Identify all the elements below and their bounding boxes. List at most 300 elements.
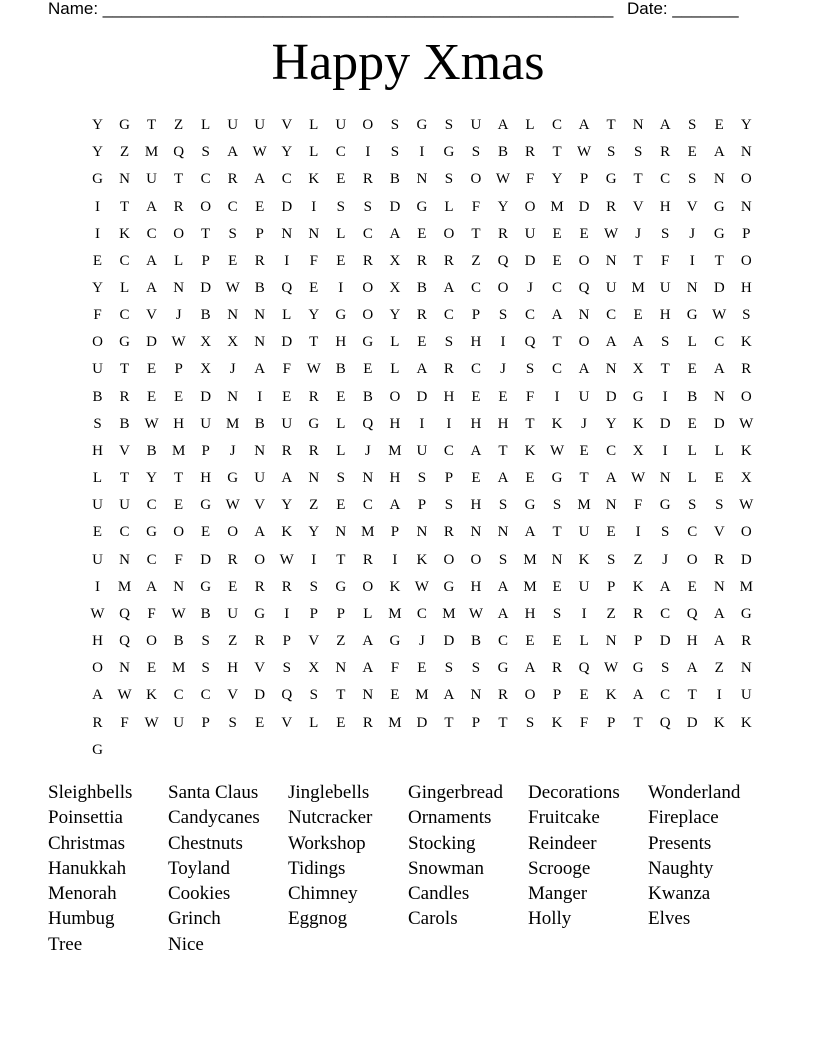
grid-cell[interactable]: T (336, 687, 346, 704)
grid-cell[interactable]: J (364, 442, 371, 459)
grid-cell[interactable]: E (417, 225, 427, 242)
grid-cell[interactable]: P (336, 605, 345, 622)
grid-cell[interactable]: N (605, 497, 617, 514)
grid-cell[interactable]: U (578, 578, 590, 595)
grid-cell[interactable]: R (308, 442, 319, 459)
grid-cell[interactable]: D (443, 633, 455, 650)
grid-cell[interactable]: V (227, 687, 239, 704)
grid-cell[interactable]: A (605, 470, 617, 487)
grid-cell[interactable]: J (662, 551, 669, 568)
grid-cell[interactable]: X (389, 280, 401, 297)
grid-cell[interactable]: S (444, 334, 454, 351)
grid-cell[interactable]: S (471, 660, 481, 677)
grid-cell[interactable]: A (659, 117, 671, 134)
grid-cell[interactable]: T (309, 334, 319, 351)
grid-cell[interactable]: T (687, 687, 697, 704)
grid-cell[interactable]: W (117, 687, 132, 704)
grid-cell[interactable]: H (497, 415, 509, 432)
grid-cell[interactable]: G (443, 578, 455, 595)
grid-cell[interactable]: G (632, 660, 644, 677)
grid-cell[interactable]: C (362, 225, 373, 242)
grid-cell[interactable]: S (688, 497, 697, 514)
grid-cell[interactable]: A (254, 524, 266, 541)
grid-cell[interactable]: U (416, 442, 428, 459)
grid-cell[interactable]: X (632, 361, 644, 378)
grid-cell[interactable]: K (416, 551, 428, 568)
grid-cell[interactable]: Q (524, 334, 536, 351)
grid-cell[interactable]: O (686, 551, 698, 568)
grid-cell[interactable]: G (713, 225, 725, 242)
grid-cell[interactable]: L (687, 334, 697, 351)
grid-cell[interactable]: T (336, 551, 346, 568)
grid-cell[interactable]: X (308, 660, 320, 677)
grid-cell[interactable]: O (146, 633, 157, 650)
grid-cell[interactable]: Z (606, 605, 616, 622)
grid-cell[interactable]: O (578, 334, 590, 351)
grid-cell[interactable]: H (443, 388, 455, 405)
grid-cell[interactable]: B (200, 307, 211, 324)
grid-cell[interactable]: V (713, 524, 725, 541)
name-field[interactable]: Name: ______________________________________________________ (48, 0, 614, 18)
grid-cell[interactable]: E (714, 117, 724, 134)
grid-cell[interactable]: C (660, 605, 671, 622)
grid-cell[interactable]: G (605, 171, 617, 188)
grid-cell[interactable]: S (336, 470, 345, 487)
grid-cell[interactable]: T (174, 470, 184, 487)
grid-cell[interactable]: E (92, 252, 103, 269)
grid-cell[interactable]: T (633, 171, 643, 188)
grid-cell[interactable]: H (740, 280, 752, 297)
grid-cell[interactable]: G (200, 578, 212, 595)
grid-cell[interactable]: B (119, 415, 130, 432)
grid-cell[interactable]: S (633, 144, 643, 161)
grid-cell[interactable]: H (470, 497, 482, 514)
grid-cell[interactable]: T (552, 144, 562, 161)
grid-cell[interactable]: N (740, 144, 752, 161)
grid-cell[interactable]: C (443, 307, 454, 324)
grid-cell[interactable]: D (281, 198, 293, 215)
grid-cell[interactable]: W (468, 605, 484, 622)
grid-cell[interactable]: H (470, 334, 482, 351)
grid-cell[interactable]: G (524, 497, 536, 514)
grid-cell[interactable]: A (497, 117, 509, 134)
grid-cell[interactable]: U (227, 605, 239, 622)
grid-cell[interactable]: J (229, 361, 236, 378)
grid-cell[interactable]: R (227, 551, 238, 568)
grid-cell[interactable]: L (309, 714, 319, 731)
grid-cell[interactable]: P (444, 470, 454, 487)
grid-cell[interactable]: T (606, 117, 616, 134)
grid-cell[interactable]: M (631, 280, 645, 297)
grid-cell[interactable]: D (605, 388, 617, 405)
grid-cell[interactable]: U (605, 280, 617, 297)
grid-cell[interactable]: I (95, 578, 101, 595)
grid-cell[interactable]: E (606, 524, 616, 541)
grid-cell[interactable]: L (363, 605, 373, 622)
grid-cell[interactable]: A (227, 144, 239, 161)
grid-cell[interactable]: Y (389, 307, 401, 324)
grid-cell[interactable]: C (552, 117, 563, 134)
grid-cell[interactable]: Z (309, 497, 319, 514)
grid-cell[interactable]: P (201, 252, 210, 269)
grid-cell[interactable]: R (633, 605, 644, 622)
grid-cell[interactable]: G (497, 660, 509, 677)
grid-cell[interactable]: V (308, 633, 320, 650)
grid-cell[interactable]: A (686, 660, 698, 677)
grid-cell[interactable]: J (527, 280, 533, 297)
grid-cell[interactable]: Z (174, 117, 184, 134)
grid-cell[interactable]: E (201, 524, 211, 541)
grid-cell[interactable]: L (714, 442, 724, 459)
grid-cell[interactable]: E (471, 388, 481, 405)
grid-cell[interactable]: U (578, 388, 590, 405)
grid-cell[interactable]: R (362, 252, 373, 269)
grid-cell[interactable]: I (95, 225, 101, 242)
grid-cell[interactable]: P (579, 171, 589, 188)
grid-cell[interactable]: I (689, 252, 695, 269)
grid-cell[interactable]: O (470, 551, 482, 568)
grid-cell[interactable]: R (362, 171, 373, 188)
grid-cell[interactable]: W (144, 415, 159, 432)
grid-cell[interactable]: W (604, 660, 619, 677)
grid-cell[interactable]: K (119, 225, 130, 242)
grid-cell[interactable]: N (713, 171, 725, 188)
grid-cell[interactable]: W (144, 714, 159, 731)
grid-cell[interactable]: M (171, 660, 186, 677)
grid-cell[interactable]: C (443, 442, 454, 459)
grid-cell[interactable]: E (336, 497, 346, 514)
grid-cell[interactable]: B (200, 605, 211, 622)
grid-cell[interactable]: I (446, 415, 452, 432)
grid-cell[interactable]: B (470, 633, 481, 650)
grid-cell[interactable]: H (686, 633, 698, 650)
grid-cell[interactable]: L (336, 442, 346, 459)
grid-cell[interactable]: C (470, 280, 481, 297)
grid-cell[interactable]: Q (281, 280, 293, 297)
grid-cell[interactable]: R (254, 578, 265, 595)
grid-cell[interactable]: T (444, 714, 454, 731)
grid-cell[interactable]: E (363, 361, 373, 378)
grid-cell[interactable]: S (201, 660, 210, 677)
grid-cell[interactable]: A (497, 470, 509, 487)
grid-cell[interactable]: S (715, 497, 724, 514)
grid-cell[interactable]: N (362, 687, 374, 704)
grid-cell[interactable]: M (388, 605, 402, 622)
grid-cell[interactable]: G (389, 633, 401, 650)
grid-cell[interactable]: A (713, 633, 725, 650)
grid-cell[interactable]: E (336, 171, 346, 188)
grid-cell[interactable]: R (308, 388, 319, 405)
grid-cell[interactable]: G (443, 144, 455, 161)
grid-cell[interactable]: T (146, 117, 157, 134)
grid-cell[interactable]: F (390, 660, 400, 677)
grid-cell[interactable]: I (500, 334, 506, 351)
grid-cell[interactable]: O (524, 198, 536, 215)
grid-cell[interactable]: K (632, 578, 644, 595)
grid-cell[interactable]: T (119, 198, 130, 215)
grid-cell[interactable]: A (578, 117, 590, 134)
grid-cell[interactable]: F (147, 605, 156, 622)
grid-cell[interactable]: W (739, 415, 754, 432)
grid-cell[interactable]: M (226, 415, 240, 432)
grid-cell[interactable]: U (173, 714, 185, 731)
grid-cell[interactable]: C (416, 605, 427, 622)
grid-cell[interactable]: O (362, 117, 374, 134)
grid-cell[interactable]: E (309, 280, 319, 297)
grid-cell[interactable]: P (742, 225, 751, 242)
grid-cell[interactable]: W (414, 578, 429, 595)
grid-cell[interactable]: W (631, 470, 646, 487)
grid-cell[interactable]: I (554, 388, 560, 405)
grid-cell[interactable]: Z (119, 144, 130, 161)
grid-cell[interactable]: C (119, 524, 130, 541)
grid-cell[interactable]: Q (497, 252, 509, 269)
grid-cell[interactable]: R (443, 361, 454, 378)
grid-cell[interactable]: O (92, 334, 103, 351)
grid-cell[interactable]: Y (281, 144, 293, 161)
grid-cell[interactable]: A (632, 334, 644, 351)
grid-cell[interactable]: E (552, 578, 562, 595)
grid-cell[interactable]: D (254, 687, 266, 704)
grid-cell[interactable]: E (174, 388, 184, 405)
grid-cell[interactable]: E (146, 388, 157, 405)
grid-cell[interactable]: A (713, 144, 725, 161)
grid-cell[interactable]: W (171, 605, 186, 622)
grid-cell[interactable]: B (173, 633, 184, 650)
grid-cell[interactable]: U (119, 497, 130, 514)
grid-cell[interactable]: H (335, 334, 347, 351)
grid-cell[interactable]: I (581, 605, 587, 622)
grid-cell[interactable]: A (551, 307, 563, 324)
grid-cell[interactable]: F (525, 388, 535, 405)
grid-cell[interactable]: T (119, 361, 130, 378)
grid-cell[interactable]: M (523, 578, 537, 595)
grid-cell[interactable]: D (146, 334, 157, 351)
grid-cell[interactable]: B (335, 361, 346, 378)
grid-cell[interactable]: C (119, 252, 130, 269)
grid-cell[interactable]: S (309, 578, 318, 595)
grid-cell[interactable]: F (525, 171, 535, 188)
grid-cell[interactable]: S (309, 687, 318, 704)
grid-cell[interactable]: A (389, 497, 401, 514)
grid-cell[interactable]: U (659, 280, 671, 297)
grid-cell[interactable]: S (390, 117, 400, 134)
grid-cell[interactable]: C (200, 171, 211, 188)
grid-cell[interactable]: U (254, 470, 266, 487)
grid-cell[interactable]: A (605, 334, 617, 351)
grid-cell[interactable]: T (552, 334, 562, 351)
grid-cell[interactable]: G (740, 605, 752, 622)
grid-cell[interactable]: U (92, 497, 103, 514)
grid-cell[interactable]: L (687, 442, 697, 459)
grid-cell[interactable]: T (714, 252, 724, 269)
grid-cell[interactable]: M (361, 524, 375, 541)
grid-cell[interactable]: Q (119, 605, 130, 622)
grid-cell[interactable]: S (498, 307, 508, 324)
grid-cell[interactable]: I (635, 524, 641, 541)
grid-cell[interactable]: D (578, 198, 590, 215)
grid-cell[interactable]: T (525, 415, 535, 432)
grid-cell[interactable]: O (740, 388, 752, 405)
grid-cell[interactable]: K (524, 442, 536, 459)
grid-cell[interactable]: N (227, 388, 239, 405)
grid-cell[interactable]: I (392, 551, 398, 568)
grid-cell[interactable]: S (552, 605, 562, 622)
grid-cell[interactable]: T (552, 524, 562, 541)
grid-cell[interactable]: G (92, 741, 103, 758)
grid-cell[interactable]: K (146, 687, 157, 704)
grid-cell[interactable]: H (200, 470, 212, 487)
grid-cell[interactable]: R (606, 198, 617, 215)
grid-cell[interactable]: T (174, 171, 184, 188)
grid-cell[interactable]: G (362, 334, 374, 351)
grid-cell[interactable]: D (524, 252, 536, 269)
grid-cell[interactable]: N (308, 470, 320, 487)
grid-cell[interactable]: S (201, 144, 210, 161)
grid-cell[interactable]: B (389, 171, 400, 188)
grid-cell[interactable]: F (661, 252, 670, 269)
grid-cell[interactable]: U (524, 225, 536, 242)
grid-cell[interactable]: X (227, 334, 239, 351)
grid-cell[interactable]: H (470, 415, 482, 432)
grid-cell[interactable]: O (362, 280, 374, 297)
grid-cell[interactable]: T (579, 470, 589, 487)
grid-cell[interactable]: L (309, 144, 319, 161)
grid-cell[interactable]: U (200, 415, 212, 432)
grid-cell[interactable]: C (552, 280, 563, 297)
grid-cell[interactable]: S (552, 497, 562, 514)
grid-cell[interactable]: S (336, 198, 345, 215)
grid-cell[interactable]: Z (471, 252, 481, 269)
grid-cell[interactable]: B (254, 280, 265, 297)
grid-cell[interactable]: X (200, 361, 212, 378)
grid-cell[interactable]: F (633, 497, 643, 514)
grid-cell[interactable]: E (687, 415, 697, 432)
grid-cell[interactable]: W (225, 280, 240, 297)
grid-cell[interactable]: I (419, 144, 425, 161)
grid-cell[interactable]: D (200, 388, 212, 405)
grid-cell[interactable]: N (632, 117, 644, 134)
grid-cell[interactable]: U (92, 361, 103, 378)
grid-cell[interactable]: G (416, 198, 428, 215)
grid-cell[interactable]: M (415, 687, 429, 704)
grid-cell[interactable]: N (470, 524, 482, 541)
grid-cell[interactable]: G (551, 470, 563, 487)
grid-cell[interactable]: I (284, 605, 290, 622)
grid-cell[interactable]: R (362, 714, 373, 731)
grid-cell[interactable]: R (227, 171, 238, 188)
grid-cell[interactable]: N (497, 524, 509, 541)
grid-cell[interactable]: L (201, 117, 211, 134)
grid-cell[interactable]: H (659, 198, 671, 215)
grid-cell[interactable]: L (579, 633, 589, 650)
grid-cell[interactable]: Y (281, 497, 293, 514)
grid-cell[interactable]: H (92, 633, 103, 650)
grid-cell[interactable]: U (281, 415, 293, 432)
grid-cell[interactable]: N (713, 578, 725, 595)
grid-cell[interactable]: S (742, 307, 751, 324)
grid-cell[interactable]: C (660, 171, 671, 188)
grid-cell[interactable]: I (95, 198, 101, 215)
grid-cell[interactable]: J (689, 225, 696, 242)
grid-cell[interactable]: M (577, 497, 591, 514)
grid-cell[interactable]: E (417, 334, 427, 351)
grid-cell[interactable]: Y (551, 171, 563, 188)
grid-cell[interactable]: P (471, 307, 481, 324)
grid-cell[interactable]: Y (92, 280, 103, 297)
grid-cell[interactable]: Q (578, 660, 590, 677)
grid-cell[interactable]: Q (173, 144, 185, 161)
grid-cell[interactable]: M (171, 442, 186, 459)
grid-cell[interactable]: H (659, 307, 671, 324)
grid-cell[interactable]: P (174, 361, 183, 378)
grid-cell[interactable]: B (254, 415, 265, 432)
grid-cell[interactable]: W (712, 307, 727, 324)
grid-cell[interactable]: F (174, 551, 183, 568)
grid-cell[interactable]: M (739, 578, 753, 595)
grid-cell[interactable]: T (498, 714, 508, 731)
grid-cell[interactable]: R (254, 633, 265, 650)
grid-cell[interactable]: I (662, 388, 668, 405)
grid-cell[interactable]: D (713, 415, 725, 432)
grid-cell[interactable]: Y (605, 415, 617, 432)
grid-cell[interactable]: F (579, 714, 589, 731)
grid-cell[interactable]: A (362, 660, 374, 677)
grid-cell[interactable]: G (92, 171, 103, 188)
grid-cell[interactable]: S (525, 361, 535, 378)
grid-cell[interactable]: E (633, 307, 643, 324)
grid-cell[interactable]: S (661, 334, 670, 351)
grid-cell[interactable]: M (144, 144, 159, 161)
grid-cell[interactable]: E (336, 714, 346, 731)
grid-cell[interactable]: H (389, 415, 401, 432)
grid-cell[interactable]: K (632, 415, 644, 432)
grid-cell[interactable]: X (200, 334, 212, 351)
grid-cell[interactable]: X (740, 470, 752, 487)
grid-cell[interactable]: O (227, 524, 239, 541)
grid-cell[interactable]: Y (308, 524, 320, 541)
grid-cell[interactable]: W (576, 144, 592, 161)
grid-cell[interactable]: T (633, 252, 643, 269)
grid-cell[interactable]: S (498, 497, 508, 514)
grid-cell[interactable]: S (228, 714, 237, 731)
grid-cell[interactable]: N (254, 334, 266, 351)
grid-cell[interactable]: O (740, 171, 752, 188)
grid-cell[interactable]: N (740, 198, 752, 215)
grid-cell[interactable]: G (713, 198, 725, 215)
grid-cell[interactable]: W (90, 605, 105, 622)
grid-cell[interactable]: E (146, 361, 157, 378)
grid-cell[interactable]: C (552, 361, 563, 378)
grid-cell[interactable]: N (173, 578, 185, 595)
grid-cell[interactable]: U (740, 687, 752, 704)
grid-cell[interactable]: R (660, 144, 671, 161)
grid-cell[interactable]: G (227, 470, 239, 487)
grid-cell[interactable]: T (201, 225, 211, 242)
grid-cell[interactable]: U (146, 171, 157, 188)
grid-cell[interactable]: I (284, 252, 290, 269)
grid-cell[interactable]: K (551, 415, 563, 432)
grid-cell[interactable]: S (444, 171, 454, 188)
grid-cell[interactable]: D (659, 415, 671, 432)
grid-cell[interactable]: V (686, 198, 698, 215)
grid-cell[interactable]: C (525, 307, 536, 324)
grid-cell[interactable]: S (201, 633, 210, 650)
grid-cell[interactable]: K (578, 551, 590, 568)
grid-cell[interactable]: G (119, 334, 130, 351)
grid-cell[interactable]: J (500, 361, 506, 378)
grid-cell[interactable]: D (713, 280, 725, 297)
